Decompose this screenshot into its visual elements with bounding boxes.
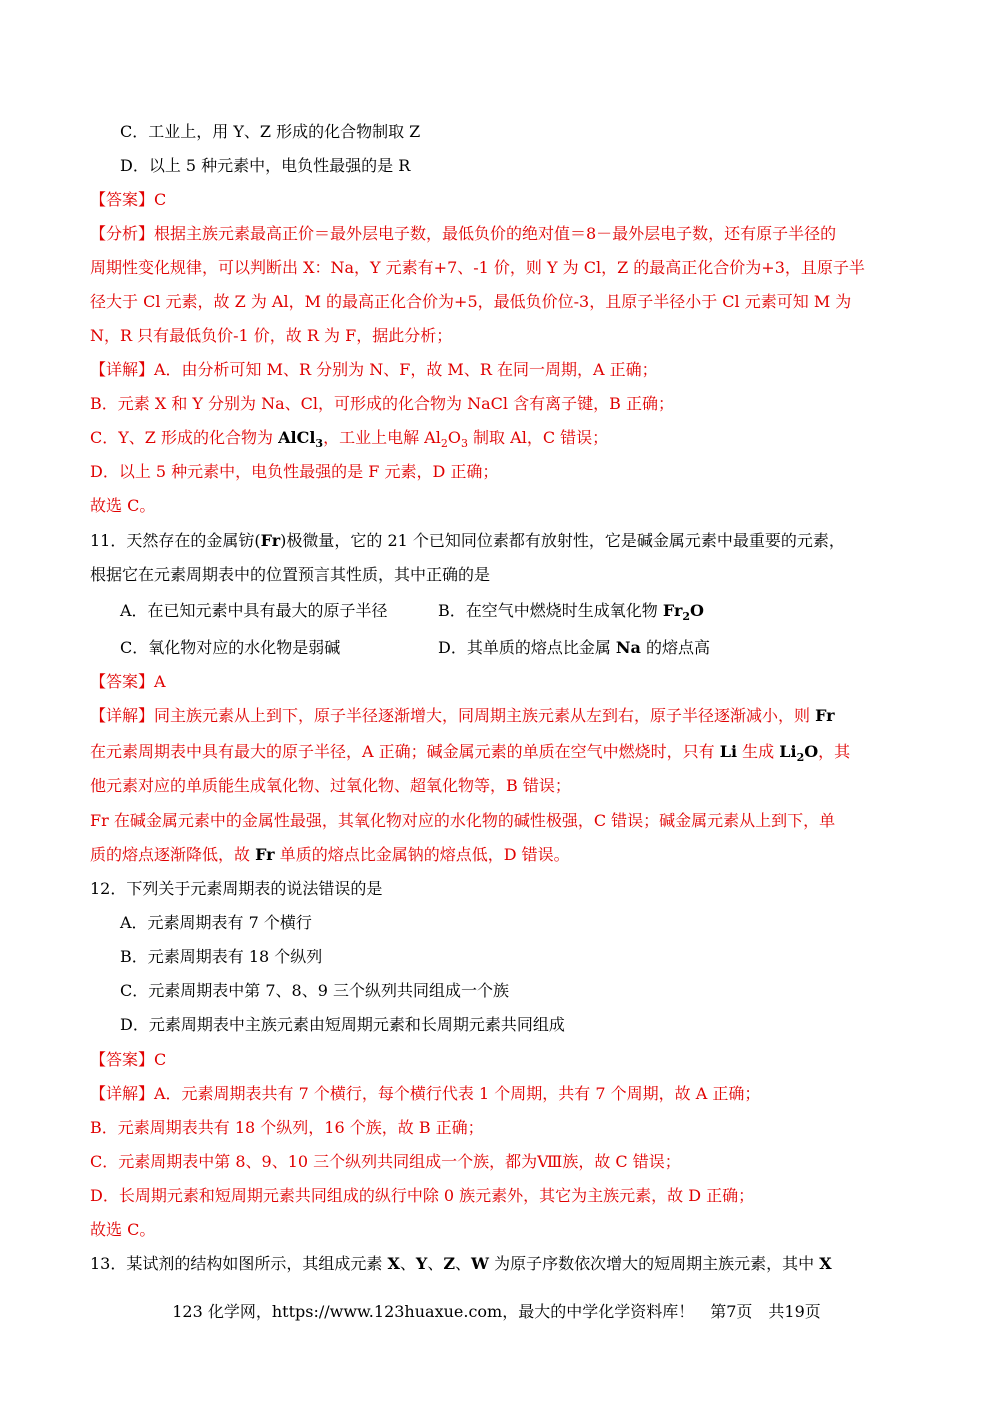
formula-text: O <box>690 601 704 620</box>
text-segment: 13．某试剂的结构如图所示，其组成元素 <box>90 1254 388 1273</box>
text-segment: O <box>447 428 461 447</box>
separator: 、 <box>399 1254 416 1273</box>
text-segment: 质的熔点逐渐降低，故 <box>90 845 256 864</box>
text-segment: 在元素周期表中具有最大的原子半径，A 正确；碱金属元素的单质在空气中燃烧时，只有 <box>90 742 720 761</box>
q12-detail-line-4: D．长周期元素和短周期元素共同组成的纵行中除 0 族元素外，其它为主族元素，故 D 正确； <box>90 1186 755 1205</box>
text-segment: D．其单质的熔点比金属 <box>438 638 616 657</box>
q11-detail-line-4: Fr 在碱金属元素中的金属性最强，其氧化物对应的水化物的碱性极强，C 错误；碱金属元素从上到下，单 <box>90 811 836 830</box>
text-segment: 制取 Al，C 错误； <box>467 428 609 447</box>
text-segment: 11．天然存在的金属钫( <box>90 531 261 550</box>
text-segment: ，工业上电解 Al <box>323 428 441 447</box>
text-segment: 的熔点高 <box>640 638 711 657</box>
q11-options-row-2 <box>120 638 913 658</box>
q10-option-d: D．以上 5 种元素中，电负性最强的是 R <box>120 156 411 175</box>
formula-subscript: 2 <box>796 751 805 765</box>
formula-fr: Fr <box>815 706 835 725</box>
q12-option-b: B．元素周期表有 18 个纵列 <box>120 947 323 966</box>
formula-text: Li <box>779 742 797 761</box>
q10-conclusion: 故选 C。 <box>90 496 156 515</box>
q10-analysis-line-3: 径大于 Cl 元素，故 Z 为 Al，M 的最高正化合价为+5，最低负价位-3，且原子半径小于 Cl 元素可知 M 为 <box>90 292 852 311</box>
q12-detail-line-3: C．元素周期表中第 8、9、10 三个纵列共同组成一个族，都为Ⅷ族，故 C 错误； <box>90 1152 681 1171</box>
q11-option-a: A．在已知元素中具有最大的原子半径 <box>120 601 388 620</box>
q10-detail-line-2: B．元素 X 和 Y 分别为 Na、Cl，可形成的化合物为 NaCl 含有离子键，B 正确； <box>90 394 674 413</box>
formula-subscript: 3 <box>460 437 468 451</box>
text-segment: 为原子序数依次增大的短周期主族元素，其中 <box>489 1254 820 1273</box>
formula-subscript: 2 <box>682 610 691 624</box>
text-segment: B．在空气中燃烧时生成氧化物 <box>438 601 663 620</box>
separator: 、 <box>455 1254 472 1273</box>
text-segment: C．Y、Z 形成的化合物为 <box>90 428 279 447</box>
text-segment: 单质的熔点比金属钠的熔点低，D 错误。 <box>274 845 570 864</box>
q12-option-c: C．元素周期表中第 7、8、9 三个纵列共同组成一个族 <box>120 981 509 1000</box>
q12-option-d: D．元素周期表中主族元素由短周期元素和长周期元素共同组成 <box>120 1015 565 1034</box>
q11-options-row-1 <box>120 601 913 624</box>
q11-option-c: C．氧化物对应的水化物是弱碱 <box>120 638 341 657</box>
q11-stem-line-2: 根据它在元素周期表中的位置预言其性质，其中正确的是 <box>90 565 491 584</box>
formula-fr: Fr <box>260 531 281 550</box>
element-y: Y <box>415 1254 428 1273</box>
text-segment: ，其 <box>818 742 851 761</box>
element-w: W <box>471 1254 489 1273</box>
answer-value: C <box>154 190 167 209</box>
formula-fr2o <box>662 601 704 624</box>
answer-tag: 【答案】 <box>90 1050 155 1069</box>
answer-tag: 【答案】 <box>90 190 155 209</box>
q12-stem: 12．下列关于元素周期表的说法错误的是 <box>90 879 383 898</box>
q12-detail-line-2: B．元素周期表共有 18 个纵列，16 个族，故 B 正确； <box>90 1118 484 1137</box>
q12-detail-line-1: 【详解】A．元素周期表共有 7 个横行，每个横行代表 1 个周期，共有 7 个周期，故 A 正确； <box>90 1084 761 1103</box>
q11-option-b <box>438 601 704 624</box>
formula-text: AlCl <box>278 428 316 447</box>
formula-subscript: 3 <box>315 437 324 451</box>
element-x: X <box>819 1254 832 1273</box>
page-footer: 123 化学网，https://www.123huaxue.com，最大的中学化学资料库！ 第7页 共19页 <box>172 1302 821 1321</box>
formula-li: Li <box>719 742 738 761</box>
q11-answer <box>90 672 913 692</box>
formula-li2o <box>779 742 819 765</box>
q10-analysis-line-2: 周期性变化规律，可以判断出 X：Na，Y 元素有+7、-1 价，则 Y 为 Cl，Z 的最高正化合价为+3，且原子半 <box>90 258 865 277</box>
q13-stem-line-1 <box>90 1254 913 1274</box>
q12-option-a: A．元素周期表有 7 个横行 <box>120 913 312 932</box>
q10-analysis-line-1: 【分析】根据主族元素最高正价＝最外层电子数，最低负价的绝对值＝8－最外层电子数，还有原子半径的 <box>90 224 837 243</box>
formula-text: Fr <box>662 601 683 620</box>
separator: 、 <box>427 1254 444 1273</box>
q11-stem-line-1 <box>90 531 913 551</box>
answer-value: C <box>154 1050 167 1069</box>
formula-fr: Fr <box>255 845 275 864</box>
element-x: X <box>387 1254 400 1273</box>
q12-conclusion: 故选 C。 <box>90 1220 156 1239</box>
formula-alcl3 <box>278 428 324 451</box>
q11-detail-line-5 <box>90 845 913 865</box>
q12-answer <box>90 1050 913 1070</box>
q11-option-d <box>438 638 710 658</box>
q11-detail-line-1 <box>90 706 913 726</box>
formula-text: O <box>804 742 819 761</box>
text-segment: 生成 <box>737 742 780 761</box>
answer-value: A <box>154 672 166 691</box>
q11-detail-line-3: 他元素对应的单质能生成氧化物、过氧化物、超氧化物等，B 错误； <box>90 776 571 795</box>
formula-na: Na <box>615 638 641 657</box>
formula-subscript: 2 <box>440 437 448 451</box>
text-segment: 【详解】同主族元素从上到下，原子半径逐渐增大，同周期主族元素从左到右，原子半径逐渐减小，则 <box>90 706 816 725</box>
element-z: Z <box>443 1254 456 1273</box>
q10-analysis-line-4: N，R 只有最低负价-1 价，故 R 为 F，据此分析； <box>90 326 453 345</box>
answer-tag: 【答案】 <box>90 672 155 691</box>
q10-detail-line-3 <box>90 428 913 451</box>
q10-option-c: C．工业上，用 Y、Z 形成的化合物制取 Z <box>120 122 421 141</box>
q10-answer <box>90 190 913 210</box>
q10-detail-line-1: 【详解】A．由分析可知 M、R 分别为 N、F，故 M、R 在同一周期，A 正确； <box>90 360 658 379</box>
q10-detail-line-4: D．以上 5 种元素中，电负性最强的是 F 元素，D 正确； <box>90 462 499 481</box>
q11-detail-line-2 <box>90 742 913 765</box>
text-segment: )极微量，它的 21 个已知同位素都有放射性，它是碱金属元素中最重要的元素， <box>280 531 845 550</box>
